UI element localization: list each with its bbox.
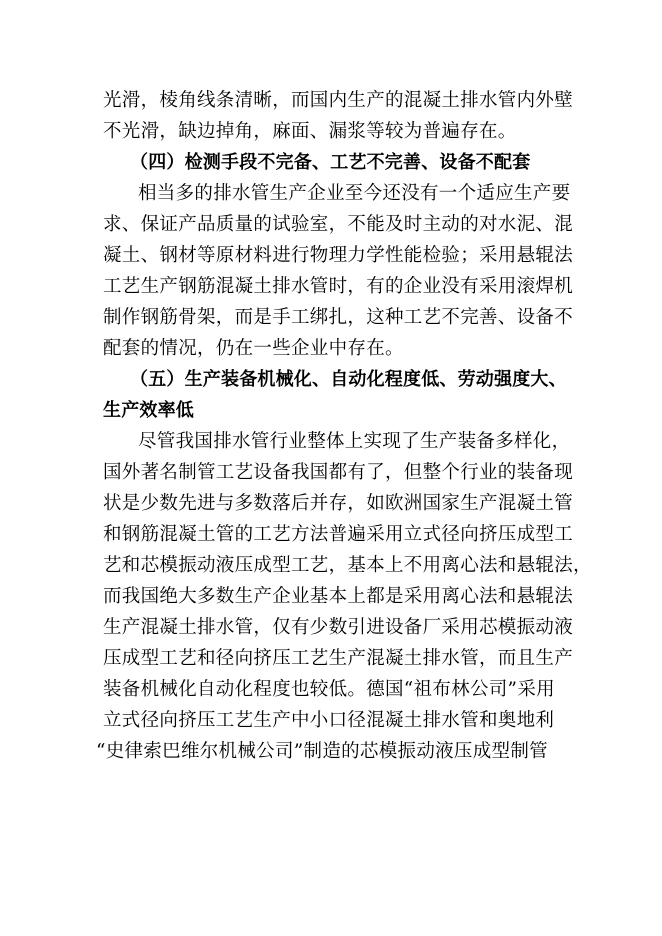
section-heading-5-line: 生产效率低: [103, 400, 194, 421]
paragraph-line: 凝土、钢材等原材料进行物理力学性能检验；采用悬辊法: [103, 245, 574, 266]
paragraph-line: 和钢筋混凝土管的工艺方法普遍采用立式径向挤压成型工: [103, 524, 574, 545]
paragraph-line: 相当多的排水管生产企业至今还没有一个适应生产要: [138, 183, 571, 204]
paragraph-line: 光滑，棱角线条清晰，而国内生产的混凝土排水管内外壁: [103, 90, 574, 111]
section-heading-5-line: （五）生产装备机械化、自动化程度低、劳动强度大、: [130, 369, 567, 390]
paragraph-line: 艺和芯模振动液压成型工艺，基本上不用离心法和悬辊法，: [103, 555, 592, 576]
paragraph-line: 而我国绝大多数生产企业基本上都是采用离心法和悬辊法: [103, 586, 574, 607]
paragraph-line: 压成型工艺和径向挤压工艺生产混凝土排水管，而且生产: [103, 648, 574, 669]
paragraph-line: 求、保证产品质量的试验室，不能及时主动的对水泥、混: [103, 214, 574, 235]
paragraph-line: “史律索巴维尔机械公司”制造的芯模振动液压成型制管: [96, 741, 548, 762]
paragraph-line: 不光滑，缺边掉角，麻面、漏浆等较为普遍存在。: [103, 121, 517, 142]
paragraph-line: 装备机械化自动化程度也较低。德国“祖布林公司”采用: [103, 679, 555, 700]
paragraph-line: 立式径向挤压工艺生产中小口径混凝土排水管和奥地利: [103, 710, 555, 731]
paragraph-line: 尽管我国排水管行业整体上实现了生产装备多样化，: [138, 431, 571, 452]
paragraph-line: 配套的情况，仍在一些企业中存在。: [103, 338, 404, 359]
section-heading-4: （四）检测手段不完备、工艺不完善、设备不配套: [130, 152, 531, 173]
paragraph-line: 制作钢筋骨架，而是手工绑扎，这种工艺不完善、设备不: [103, 307, 574, 328]
paragraph-line: 状是少数先进与多数落后并存，如欧洲国家生产混凝土管: [103, 493, 574, 514]
paragraph-line: 国外著名制管工艺设备我国都有了，但整个行业的装备现: [103, 462, 574, 483]
paragraph-line: 生产混凝土排水管，仅有少数引进设备厂采用芯模振动液: [103, 617, 574, 638]
paragraph-line: 工艺生产钢筋混凝土排水管时，有的企业没有采用滚焊机: [103, 276, 574, 297]
